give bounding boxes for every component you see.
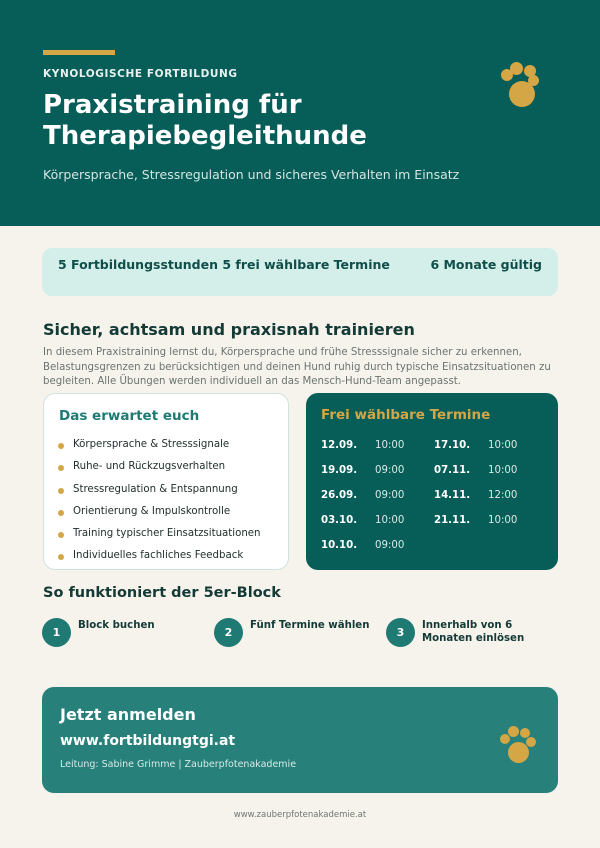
bullet-icon <box>58 443 64 449</box>
bullet-icon <box>58 510 64 516</box>
expect-list <box>58 438 261 572</box>
step-number: 1 <box>42 618 71 647</box>
date-row <box>434 490 517 501</box>
date-row <box>321 465 404 476</box>
registration-link[interactable]: www.fortbildungtgi.at <box>60 733 236 749</box>
info-validity: 6 Monate gültig <box>430 257 542 272</box>
time-value: 10:00 <box>375 515 405 526</box>
dates-card <box>306 393 558 570</box>
list-item <box>58 549 261 571</box>
date-row <box>434 440 517 451</box>
date-row <box>321 515 404 526</box>
list-item-label: Training typischer Einsatzsituationen <box>73 528 261 540</box>
step-number: 2 <box>214 618 243 647</box>
paw-icon <box>497 62 541 108</box>
eyebrow-label: KYNOLOGISCHE FORTBILDUNG <box>43 68 238 80</box>
date-value: 03.10. <box>321 515 358 526</box>
list-item <box>58 438 261 460</box>
step-label: Innerhalb von 6 Monaten einlösen <box>422 620 525 644</box>
time-value: 10:00 <box>488 440 518 451</box>
info-hours-terms: 5 Fortbildungsstunden 5 frei wählbare Termine <box>58 257 390 272</box>
cta-box <box>42 687 558 793</box>
date-row <box>434 515 517 526</box>
cta-meta: Leitung: Sabine Grimme | Zauberpfotenakademie <box>60 759 297 770</box>
list-item <box>58 460 261 482</box>
block-heading: So funktioniert der 5er-Block <box>43 585 281 601</box>
bullet-icon <box>58 465 64 471</box>
title-line-1: Praxistraining für <box>43 90 302 120</box>
date-row <box>321 440 404 451</box>
time-value: 09:00 <box>375 540 405 551</box>
expect-card <box>43 393 289 570</box>
date-value: 07.11. <box>434 465 471 476</box>
date-value: 14.11. <box>434 490 471 501</box>
accent-bar <box>43 50 115 55</box>
date-value: 21.11. <box>434 515 471 526</box>
list-item <box>58 527 261 549</box>
paw-icon <box>497 725 537 763</box>
list-item-label: Orientierung & Impulskontrolle <box>73 505 231 517</box>
date-value: 17.10. <box>434 440 471 451</box>
footer-url[interactable]: www.zauberpfotenakademie.at <box>233 810 367 820</box>
page-subtitle: Körpersprache, Stressregulation und sicheres Verhalten im Einsatz <box>43 167 460 182</box>
list-item-label: Stressregulation & Entspannung <box>73 483 238 495</box>
date-value: 10.10. <box>321 540 358 551</box>
step-label: Block buchen <box>78 620 155 631</box>
list-item <box>58 483 261 505</box>
time-value: 12:00 <box>488 490 518 501</box>
date-row <box>321 540 404 551</box>
page-title <box>43 90 367 152</box>
bullet-icon <box>58 532 64 538</box>
intro-text: In diesem Praxistraining lernst du, Körpersprache und frühe Stresssignale sicher zu erkennen, Belastungsgrenzen zu berücksichtigen und deinen Hund ruhig durch typische Einsatzsituationen zu begleiten. Alle Übungen werden individuell an das Mensch-Hund-Team angepasst. <box>43 347 551 387</box>
cta-heading: Jetzt anmelden <box>60 705 196 724</box>
list-item-label: Individuelles fachliches Feedback <box>73 550 244 562</box>
list-item <box>58 505 261 527</box>
bullet-icon <box>58 488 64 494</box>
dates-heading: Frei wählbare Termine <box>321 407 491 423</box>
bullet-icon <box>58 554 64 560</box>
step-number: 3 <box>386 618 415 647</box>
date-value: 26.09. <box>321 490 358 501</box>
date-row <box>321 490 404 501</box>
time-value: 10:00 <box>375 440 405 451</box>
time-value: 10:00 <box>488 465 518 476</box>
list-item-label: Körpersprache & Stresssignale <box>73 439 230 450</box>
intro-heading: Sicher, achtsam und praxisnah trainieren <box>43 320 415 339</box>
list-item-label: Ruhe- und Rückzugsverhalten <box>73 461 226 473</box>
time-value: 10:00 <box>488 515 518 526</box>
title-line-2: Therapiebegleithunde <box>43 121 367 151</box>
expect-heading: Das erwartet euch <box>59 408 200 424</box>
time-value: 09:00 <box>375 490 405 501</box>
step-label: Fünf Termine wählen <box>250 620 370 631</box>
date-value: 12.09. <box>321 440 358 451</box>
time-value: 09:00 <box>375 465 405 476</box>
info-bar <box>42 248 558 296</box>
header-banner <box>0 0 600 226</box>
date-value: 19.09. <box>321 465 358 476</box>
date-row <box>434 465 517 476</box>
